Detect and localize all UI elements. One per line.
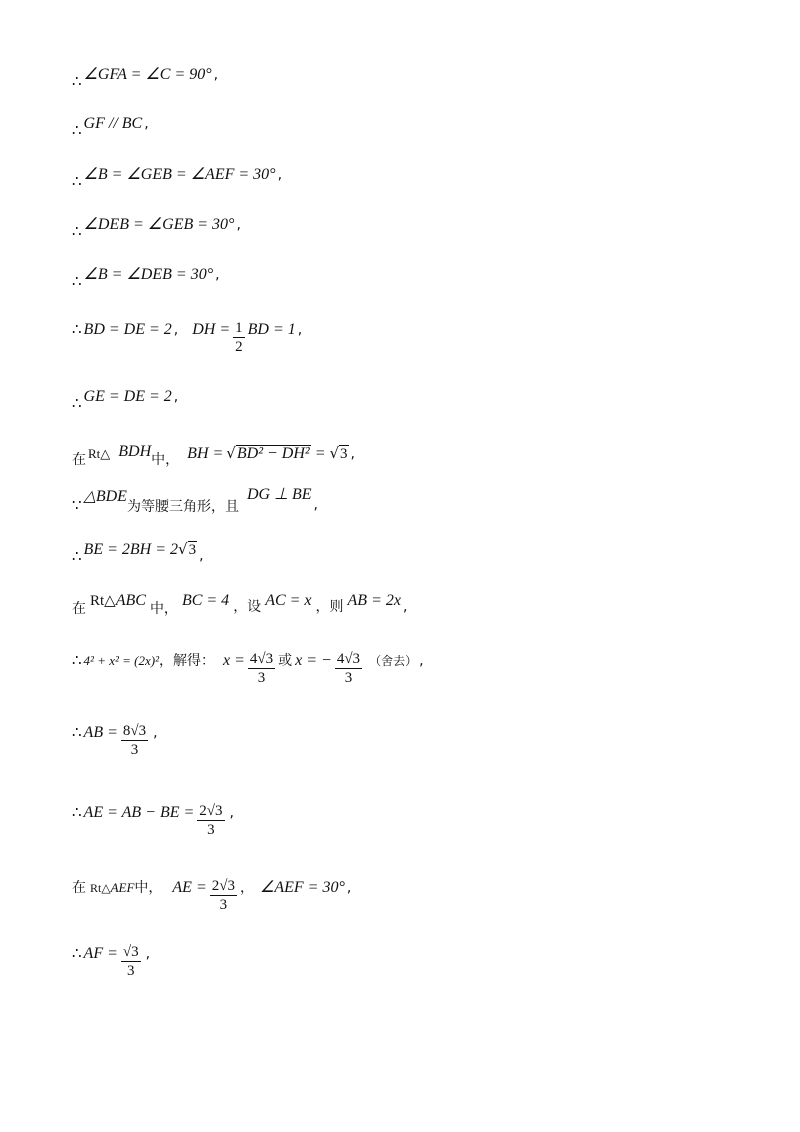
step-15 (72, 877, 351, 916)
step-1 (72, 64, 219, 90)
step-8-mid: 中， (151, 452, 180, 468)
step-2 (72, 114, 149, 139)
fraction-denominator: 3 (344, 670, 353, 686)
radicand: BD² − DH² (236, 445, 310, 462)
rt-triangle-label: Rt△ (90, 881, 111, 895)
step-11-separator: ，设 (233, 599, 262, 615)
step-16-comma: , (145, 946, 151, 962)
step-10-comma: , (199, 548, 204, 564)
therefore-symbol: ∴ (72, 123, 82, 139)
rt-triangle-label: Rt△ (90, 593, 116, 609)
step-13-expression: AB = (83, 724, 118, 741)
step-15-expression-a: AE = (172, 879, 207, 896)
step-12 (72, 650, 424, 689)
radicand: 3 (340, 446, 348, 462)
step-8-expression-a: BH = (187, 445, 224, 462)
equals-sign: = (314, 445, 326, 462)
fraction-denominator: 3 (127, 963, 135, 979)
fraction-numerator: 2√3 (211, 878, 235, 894)
fraction (121, 943, 141, 980)
step-9-expression: DG ⊥ BE (246, 486, 312, 503)
fraction (233, 319, 245, 356)
triangle-name: ABC (115, 592, 146, 609)
step-11-mid: 中， (149, 601, 178, 617)
step-6-separator: , (173, 322, 179, 338)
step-15-expression-b: ∠AEF = 30° (259, 879, 345, 896)
step-6-comma: , (297, 322, 303, 338)
step-8-comma: , (350, 446, 355, 462)
step-11-comma: , (402, 599, 408, 615)
step-4-expression: ∠DEB = ∠GEB = 30° (83, 216, 235, 233)
sqrt-sign: √ (226, 444, 236, 462)
triangle-name: △BDE (83, 488, 127, 505)
step-4 (72, 214, 241, 240)
step-11-expression-c: AB = 2x (347, 592, 401, 609)
therefore-symbol: ∴ (72, 74, 82, 90)
step-8 (72, 443, 355, 468)
rt-triangle-label: Rt△ (88, 446, 111, 461)
step-5 (72, 264, 220, 290)
fraction-numerator: 2√3 (199, 803, 223, 819)
step-9-text: 为等腰三角形，且 (126, 499, 239, 515)
step-5-expression: ∠B = ∠DEB = 30° (83, 266, 214, 283)
step-15-separator: ， (239, 880, 254, 896)
therefore-symbol: ∴ (72, 653, 82, 669)
step-16-expression: AF = (83, 945, 118, 962)
step-11 (72, 590, 408, 617)
fraction-denominator: 3 (207, 822, 215, 838)
because-symbol: ∵ (72, 498, 82, 514)
step-12-text: ，解得： (158, 653, 215, 669)
step-3-comma: , (277, 167, 283, 183)
triangle-name: BDH (118, 443, 152, 460)
fraction-numerator: 4√3 (249, 651, 274, 667)
fraction-numerator: 8√3 (122, 723, 147, 739)
therefore-symbol: ∴ (72, 174, 82, 190)
step-14-expression: AE = AB − BE = (83, 804, 195, 821)
fraction-numerator: √3 (122, 944, 139, 960)
fraction-denominator: 2 (235, 339, 243, 355)
sqrt-sign: √ (329, 444, 340, 462)
step-12-note: （舍去） (369, 654, 418, 668)
fraction-denominator: 3 (257, 670, 266, 686)
step-6-expression-a: BD = DE = 2 (83, 321, 172, 338)
step-12-root-2-lhs: x = − (295, 652, 332, 669)
step-6 (72, 320, 302, 358)
fraction-denominator: 3 (219, 897, 228, 913)
triangle-name: AEF (110, 880, 135, 895)
therefore-symbol: ∴ (72, 549, 82, 565)
therefore-symbol: ∴ (72, 322, 82, 338)
step-12-equation: 4² + x² = (2x)² (83, 653, 159, 668)
step-11-expression-b: AC = x (265, 592, 312, 609)
step-1-expression: ∠GFA = ∠C = 90° (83, 66, 212, 83)
step-7-expression: GE = DE = 2 (83, 388, 172, 405)
therefore-symbol: ∴ (72, 274, 82, 290)
fraction (197, 802, 224, 839)
step-14 (72, 803, 234, 841)
fraction-numerator: 1 (235, 320, 243, 336)
radicand: 3 (188, 542, 197, 558)
step-15-mid: 中， (134, 880, 163, 896)
step-6-expression-b1: DH = (192, 321, 231, 338)
step-7 (72, 387, 179, 412)
fraction (248, 650, 275, 687)
fraction (121, 722, 148, 759)
therefore-symbol: ∴ (72, 396, 82, 412)
step-10-expression: BE = 2BH = 2 (83, 541, 179, 558)
step-11-expression-a: BC = 4 (181, 592, 230, 609)
step-1-comma: , (213, 67, 219, 83)
step-10 (72, 540, 204, 565)
step-16 (72, 944, 150, 982)
fraction (335, 650, 362, 687)
step-8-prefix: 在 (72, 452, 86, 468)
step-11-prefix: 在 (72, 601, 86, 617)
step-13-comma: , (153, 725, 158, 741)
therefore-symbol: ∴ (72, 946, 82, 962)
step-3 (72, 164, 283, 190)
step-4-comma: , (236, 217, 241, 233)
fraction-numerator: 4√3 (336, 651, 361, 667)
step-2-expression: GF // BC (83, 115, 143, 132)
step-14-comma: , (229, 805, 234, 821)
fraction (210, 877, 237, 914)
step-12-or: 或 (278, 653, 293, 669)
therefore-symbol: ∴ (72, 805, 82, 821)
step-9-comma: , (313, 497, 318, 513)
step-6-expression-b2: BD = 1 (247, 321, 296, 338)
therefore-symbol: ∴ (72, 725, 82, 741)
step-9 (72, 486, 318, 515)
step-7-comma: , (173, 389, 179, 405)
step-15-prefix: 在 (72, 880, 86, 896)
step-3-expression: ∠B = ∠GEB = ∠AEF = 30° (83, 166, 276, 183)
step-11-separator-2: ，则 (315, 599, 344, 615)
fraction-denominator: 3 (130, 742, 139, 758)
step-5-comma: , (215, 267, 220, 283)
step-12-root-1-lhs: x = (222, 652, 245, 669)
step-15-comma: , (346, 880, 352, 896)
step-13 (72, 723, 158, 761)
step-2-comma: , (144, 116, 149, 132)
step-12-comma: , (419, 653, 424, 669)
sqrt-sign: √ (178, 540, 188, 558)
therefore-symbol: ∴ (72, 224, 82, 240)
